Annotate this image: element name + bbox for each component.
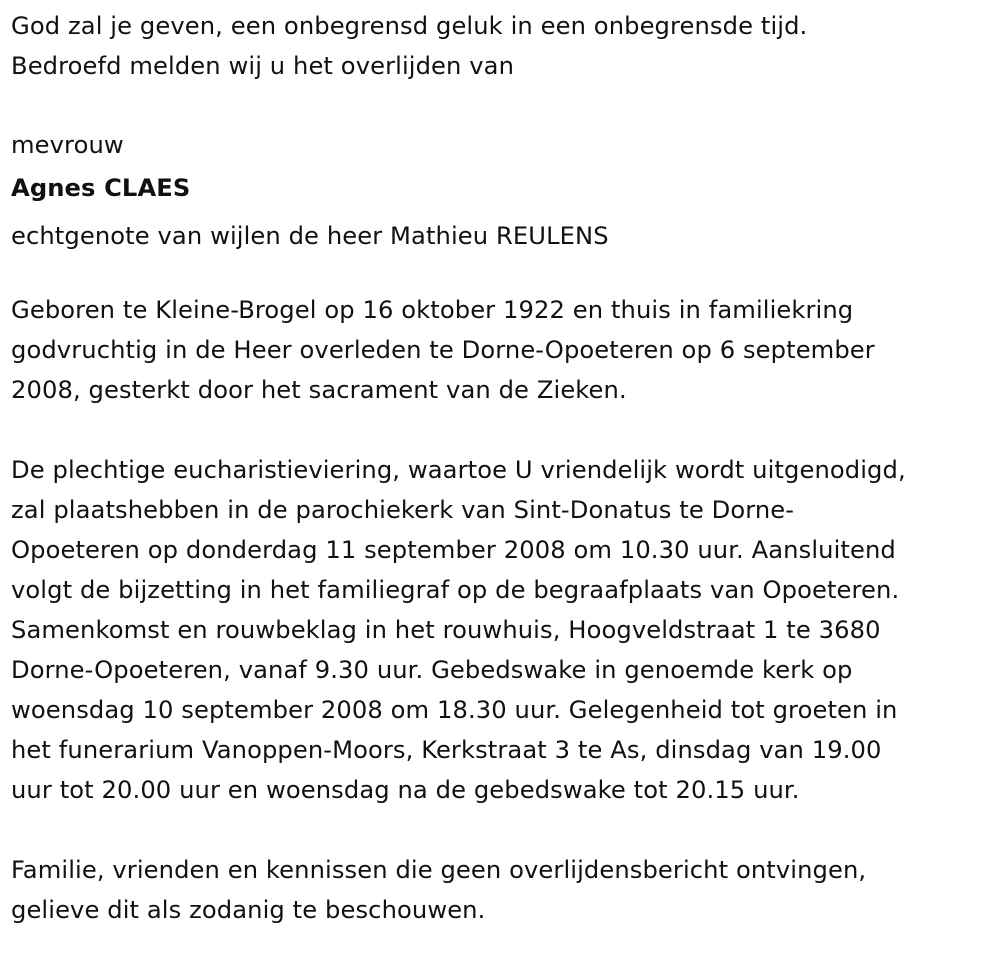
spacer [11,260,1000,290]
spacer [11,410,1000,450]
ceremony-paragraph [11,450,1000,810]
paragraph-line: De plechtige eucharistieviering, waartoe U vriendelijk wordt uitgenodigd, [11,456,906,484]
paragraph-line: Dorne-Opoeteren, vanaf 9.30 uur. Gebedswake in genoemde kerk op [11,656,853,684]
spouse-line: echtgenote van wijlen de heer Mathieu REULENS [11,222,609,250]
opening-announcement: Bedroefd melden wij u het overlijden van [11,52,515,80]
paragraph-line: het funerarium Vanoppen-Moors, Kerkstraat 3 te As, dinsdag van 19.00 [11,736,882,764]
paragraph-line: uur tot 20.00 uur en woensdag na de gebedswake tot 20.15 uur. [11,776,800,804]
paragraph-line: volgt de bijzetting in het familiegraf op de begraafplaats van Opoeteren. [11,576,900,604]
paragraph-line: Samenkomst en rouwbeklag in het rouwhuis, Hoogveldstraat 1 te 3680 [11,616,881,644]
opening-paragraph [11,6,1000,86]
paragraph-line: godvruchtig in de Heer overleden te Dorne-Opoeteren op 6 september [11,336,875,364]
title-prefix: mevrouw [11,131,124,159]
paragraph-line: Geboren te Kleine-Brogel op 16 oktober 1922 en thuis in familiekring [11,296,854,324]
birth-death-paragraph [11,290,1000,410]
spacer [11,86,1000,126]
paragraph-line: gelieve dit als zodanig te beschouwen. [11,896,486,924]
paragraph-line: 2008, gesterkt door het sacrament van de Zieken. [11,376,627,404]
spacer [11,810,1000,850]
paragraph-line: Familie, vrienden en kennissen die geen overlijdensbericht ontvingen, [11,856,867,884]
closing-paragraph [11,850,1000,930]
deceased-name: Agnes CLAES [11,174,191,202]
paragraph-line: Opoeteren op donderdag 11 september 2008 om 10.30 uur. Aansluitend [11,536,896,564]
paragraph-line: zal plaatshebben in de parochiekerk van Sint-Donatus te Dorne- [11,496,795,524]
opening-quote: God zal je geven, een onbegrensd geluk in een onbegrensde tijd. [11,12,808,40]
paragraph-line: woensdag 10 september 2008 om 18.30 uur. Gelegenheid tot groeten in [11,696,898,724]
